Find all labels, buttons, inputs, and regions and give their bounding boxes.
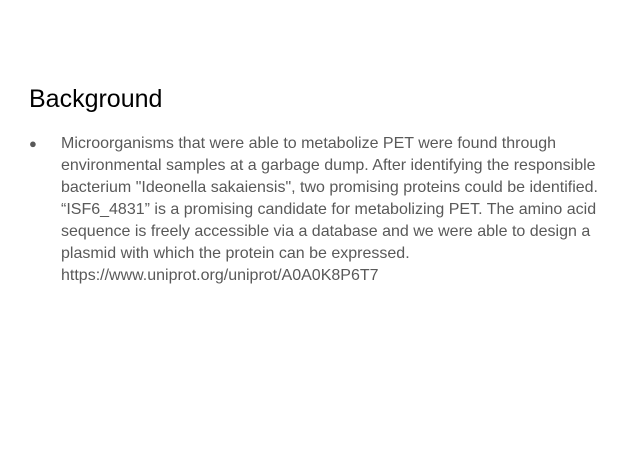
uniprot-link-text: https://www.uniprot.org/uniprot/A0A0K8P6T7 (61, 267, 379, 284)
bullet-text-line: plasmid with which the protein can be expressed. (61, 245, 410, 262)
bullet-text-line: environmental samples at a garbage dump. After identifying the responsible (61, 157, 596, 174)
bullet-marker-icon: ● (29, 136, 37, 151)
bullet-item (29, 133, 609, 287)
bullet-text (61, 133, 609, 287)
bullet-text-line: sequence is freely accessible via a database and we were able to design a (61, 223, 591, 240)
bullet-text-line: Microorganisms that were able to metabolize PET were found through (61, 135, 557, 152)
slide-title: Background (29, 85, 163, 113)
bullet-text-line: bacterium "Ideonella sakaiensis", two promising proteins could be identified. (61, 179, 598, 196)
bullet-list (29, 133, 609, 287)
bullet-text-line: “ISF6_4831” is a promising candidate for metabolizing PET. The amino acid (61, 201, 597, 218)
